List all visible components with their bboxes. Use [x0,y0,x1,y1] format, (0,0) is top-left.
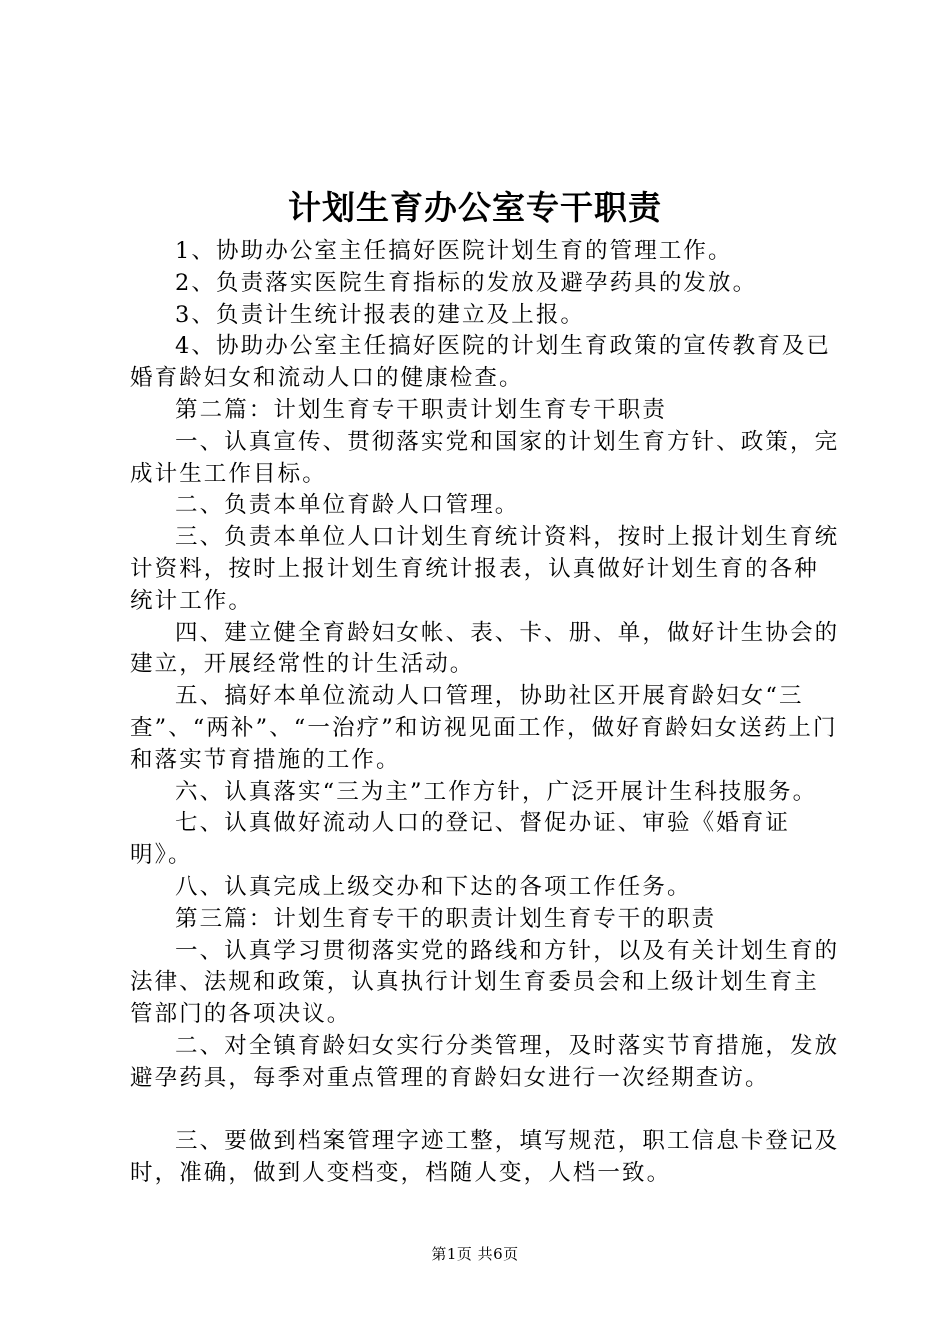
paragraph-9: 五、搞好本单位流动人口管理，协助社区开展育龄妇女“三查”、“两补”、“一治疗”和访视见面工作，做好育龄妇女送药上门和落实节育措施的工作。 [130,683,838,773]
paragraph-4: 4、协助办公室主任搞好医院的计划生育政策的宣传教育及已婚育龄妇女和流动人口的健康检查。 [130,333,832,392]
paragraph-10: 六、认真落实“三为主”工作方针，广泛开展计生科技服务。 [175,778,818,805]
paragraph-14: 二、对全镇育龄妇女实行分类管理，及时落实节育措施，发放避孕药具，每季对重点管理的育龄妇女进行一次经期查访。 [130,1032,840,1091]
document-body [130,236,842,1190]
paragraph-13: 一、认真学习贯彻落实党的路线和方针，以及有关计划生育的法律、法规和政策，认真执行计划生育委员会和上级计划生育主管部门的各项决议。 [130,937,840,1028]
paragraph-8: 四、建立健全育龄妇女帐、表、卡、册、单，做好计生协会的建立，开展经常性的计生活动。 [130,619,840,678]
paragraph-7: 三、负责本单位人口计划生育统计资料，按时上报计划生育统计资料，按时上报计划生育统计报表，认真做好计划生育的各种统计工作。 [130,524,840,614]
document-title: 计划生育办公室专干职责 [288,188,662,227]
section-heading-3: 第三篇：计划生育专干的职责计划生育专干的职责 [175,905,717,932]
paragraph-5: 一、认真宣传、贯彻落实党和国家的计划生育方针、政策，完成计生工作目标。 [130,428,840,487]
section-heading-2: 第二篇：计划生育专干职责计划生育专干职责 [175,396,668,423]
paragraph-12: 八、认真完成上级交办和下达的各项工作任务。 [175,873,692,900]
paragraph-1: 1、协助办公室主任搞好医院计划生育的管理工作。 [175,238,733,264]
paragraph-6: 二、负责本单位育龄人口管理。 [175,492,520,519]
paragraph-15: 三、要做到档案管理字迹工整，填写规范，职工信息卡登记及时，准确，做到人变档变，档随人变，人档一致。 [130,1128,840,1187]
paragraph-2: 2、负责落实医院生育指标的发放及避孕药具的发放。 [175,269,758,296]
paragraph-11: 七、认真做好流动人口的登记、督促办证、审验《婚育证明》。 [130,810,791,869]
page-number-footer: 第1页 共6页 [431,1245,519,1263]
paragraph-3: 3、负责计生统计报表的建立及上报。 [175,301,586,328]
